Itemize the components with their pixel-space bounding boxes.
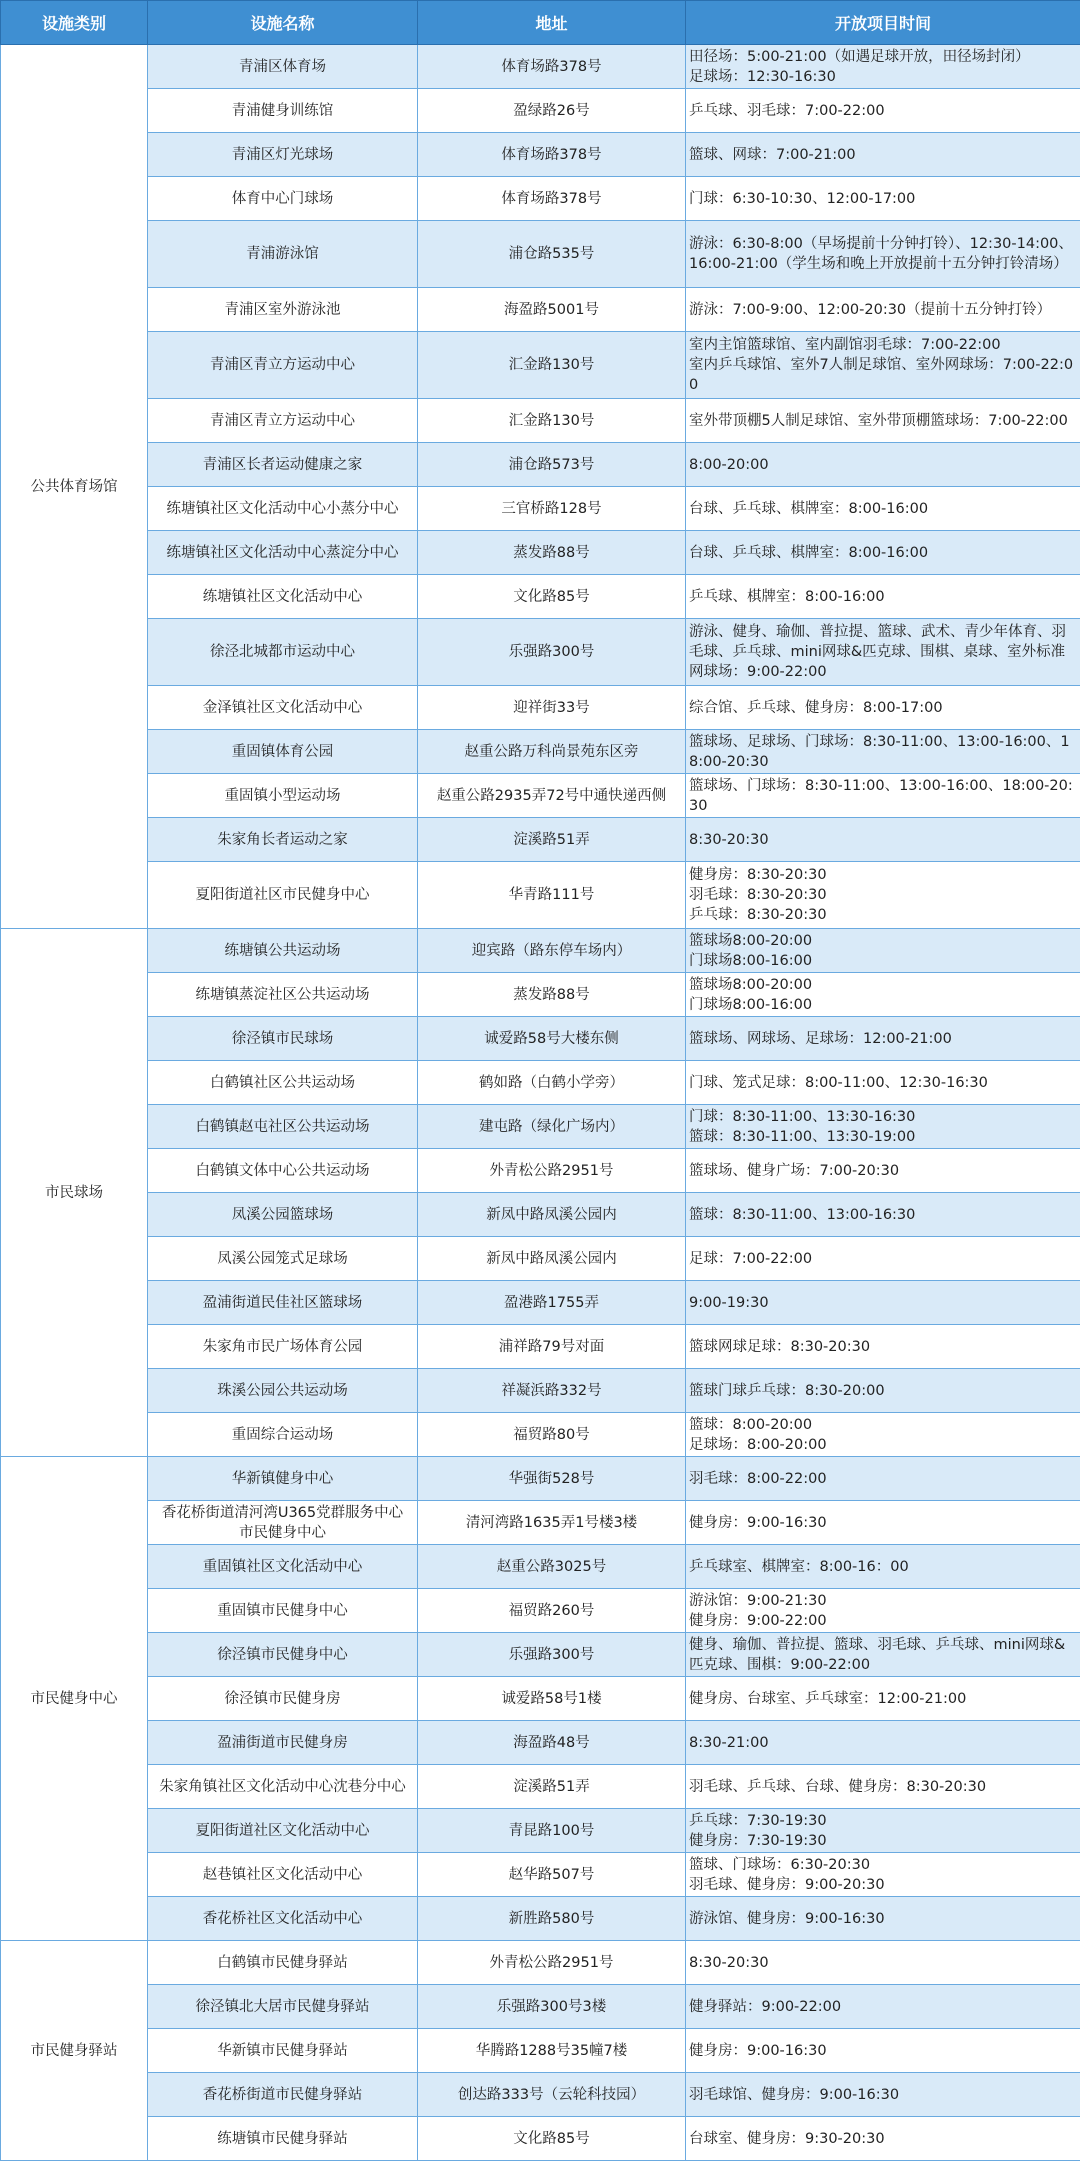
table-row	[1, 730, 1080, 774]
opening-hours-line: 足球：7:00-22:00	[689, 1250, 813, 1267]
facility-name-line: 练塘镇市民健身驿站	[217, 2130, 348, 2147]
opening-hours-line: 8:30-20:30	[689, 1954, 769, 1971]
table-row	[1, 1589, 1080, 1633]
address-cell: 浦仓路573号	[418, 443, 686, 487]
opening-hours-line: 健身、瑜伽、普拉提、篮球、羽毛球、乒乓球、mini网球&匹克球、围棋：9:00-22:00	[689, 1636, 1066, 1673]
opening-hours-line: 篮球场8:00-20:00	[689, 932, 813, 949]
opening-hours-line: 篮球门球乒乓球：8:30-20:00	[689, 1382, 885, 1399]
facility-name-cell	[148, 1149, 418, 1193]
address-cell: 赵重公路万科尚景苑东区旁	[418, 730, 686, 774]
opening-hours-line: 室内乒乓球馆、室外7人制足球馆、室外网球场：7:00-22:00	[689, 357, 1074, 393]
table-row	[1, 686, 1080, 730]
table-row	[1, 45, 1080, 89]
facility-name-line: 练塘镇公共运动场	[224, 942, 341, 959]
facility-name-line: 青浦健身训练馆	[231, 102, 334, 119]
facility-name-line: 夏阳街道社区市民健身中心	[195, 887, 370, 903]
opening-hours-cell	[686, 531, 1080, 575]
facility-name-cell	[148, 818, 418, 862]
facility-name-line: 青浦区室外游泳池	[224, 301, 341, 318]
facility-name-cell	[148, 133, 418, 177]
table-row	[1, 89, 1080, 133]
table-row	[1, 973, 1080, 1017]
address-cell: 汇金路130号	[418, 399, 686, 443]
opening-hours-cell	[686, 2029, 1080, 2073]
opening-hours-cell	[686, 1545, 1080, 1589]
facility-name-line: 重固镇市民健身中心	[217, 1602, 348, 1619]
address-cell: 迎宾路（路东停车场内）	[418, 929, 686, 973]
facility-name-cell	[148, 1545, 418, 1589]
opening-hours-cell	[686, 1325, 1080, 1369]
facility-name-cell	[148, 2117, 418, 2161]
table-row	[1, 1017, 1080, 1061]
opening-hours-line: 篮球场、足球场、门球场：8:30-11:00、13:00-16:00、18:00-20:30	[689, 733, 1070, 770]
opening-hours-line: 游泳：7:00-9:00、12:00-20:30（提前十五分钟打铃）	[689, 301, 1052, 318]
facility-name-line: 重固镇小型运动场	[224, 787, 341, 804]
facility-name-line: 香花桥社区文化活动中心	[202, 1910, 363, 1927]
address-cell: 赵重公路2935弄72号中通快递西侧	[418, 774, 686, 818]
opening-hours-line: 门球、笼式足球：8:00-11:00、12:30-16:30	[689, 1074, 988, 1091]
address-cell: 诚爱路58号大楼东侧	[418, 1017, 686, 1061]
table-row	[1, 1501, 1080, 1545]
opening-hours-cell	[686, 1765, 1080, 1809]
opening-hours-line: 乒乓球室、棋牌室：8:00-16：00	[689, 1558, 909, 1575]
opening-hours-cell	[686, 1061, 1080, 1105]
table-row	[1, 1413, 1080, 1457]
facility-name-cell	[148, 1237, 418, 1281]
opening-hours-line: 乒乓球、棋牌室：8:00-16:00	[689, 588, 885, 605]
facility-name-line: 重固镇体育公园	[231, 743, 334, 760]
facility-name-line: 青浦区体育场	[239, 58, 326, 75]
opening-hours-line: 乒乓球：7:30-19:30	[689, 1812, 827, 1829]
opening-hours-cell	[686, 177, 1080, 221]
opening-hours-cell	[686, 862, 1080, 929]
opening-hours-line: 游泳馆：9:00-21:30	[689, 1592, 827, 1609]
opening-hours-line: 台球室、健身房：9:30-20:30	[689, 2130, 885, 2147]
opening-hours-cell	[686, 1149, 1080, 1193]
address-cell: 赵华路507号	[418, 1853, 686, 1897]
opening-hours-line: 田径场：5:00-21:00（如遇足球开放，田径场封闭）	[689, 48, 1030, 65]
address-cell: 文化路85号	[418, 575, 686, 619]
opening-hours-line: 篮球场、门球场：8:30-11:00、13:00-16:00、18:00-20:30	[689, 777, 1073, 814]
table-row	[1, 133, 1080, 177]
facility-name-cell	[148, 1457, 418, 1501]
facility-name-cell	[148, 45, 418, 89]
column-header-name: 设施名称	[148, 1, 418, 45]
table-row	[1, 443, 1080, 487]
table-row	[1, 1061, 1080, 1105]
facility-name-cell	[148, 973, 418, 1017]
table-row	[1, 619, 1080, 686]
facility-name-line: 华新镇市民健身驿站	[217, 2042, 348, 2059]
opening-hours-cell	[686, 1721, 1080, 1765]
table-body	[1, 45, 1080, 2161]
address-cell: 盈绿路26号	[418, 89, 686, 133]
facility-name-cell	[148, 1897, 418, 1941]
table-row	[1, 332, 1080, 399]
opening-hours-line: 游泳、健身、瑜伽、普拉提、篮球、武术、青少年体育、羽毛球、乒乓球、mini网球&匹克球、围棋、桌球、室外标准网球场：9:00-22:00	[689, 624, 1066, 680]
table-row	[1, 2073, 1080, 2117]
opening-hours-cell	[686, 399, 1080, 443]
address-cell: 青昆路100号	[418, 1809, 686, 1853]
facility-name-line: 凤溪公园篮球场	[231, 1206, 334, 1223]
table-row	[1, 288, 1080, 332]
facility-name-cell	[148, 575, 418, 619]
opening-hours-cell	[686, 1633, 1080, 1677]
opening-hours-cell	[686, 730, 1080, 774]
opening-hours-cell	[686, 1369, 1080, 1413]
facility-name-cell	[148, 774, 418, 818]
opening-hours-cell	[686, 1237, 1080, 1281]
address-cell: 诚爱路58号1楼	[418, 1677, 686, 1721]
facility-name-line: 白鹤镇文体中心公共运动场	[195, 1162, 370, 1179]
opening-hours-line: 综合馆、乒乓球、健身房：8:00-17:00	[689, 699, 943, 716]
table-row	[1, 1325, 1080, 1369]
facility-name-cell	[148, 443, 418, 487]
opening-hours-cell	[686, 1589, 1080, 1633]
opening-hours-line: 门球场8:00-16:00	[689, 952, 813, 969]
facility-name-line: 徐泾北城都市运动中心	[210, 644, 355, 660]
facility-name-cell	[148, 487, 418, 531]
address-cell: 体育场路378号	[418, 133, 686, 177]
table-row	[1, 1633, 1080, 1677]
address-cell: 汇金路130号	[418, 332, 686, 399]
facility-name-cell	[148, 1193, 418, 1237]
facility-name-line: 盈浦街道民佳社区篮球场	[202, 1294, 363, 1311]
facility-name-cell	[148, 862, 418, 929]
facility-name-line: 市民健身中心	[239, 1524, 326, 1541]
address-cell: 海盈路48号	[418, 1721, 686, 1765]
facility-name-line: 朱家角镇社区文化活动中心沈巷分中心	[159, 1778, 406, 1795]
facility-name-line: 青浦区长者运动健康之家	[202, 456, 363, 473]
facility-name-cell	[148, 1985, 418, 2029]
facility-name-line: 白鹤镇社区公共运动场	[210, 1074, 355, 1091]
opening-hours-line: 足球场：12:30-16:30	[689, 68, 836, 85]
facility-name-cell	[148, 1061, 418, 1105]
table-header	[1, 1, 1080, 45]
address-cell: 华强街528号	[418, 1457, 686, 1501]
opening-hours-cell	[686, 45, 1080, 89]
table-row	[1, 2029, 1080, 2073]
table-row	[1, 487, 1080, 531]
facility-name-cell	[148, 730, 418, 774]
address-cell: 浦祥路79号对面	[418, 1325, 686, 1369]
address-cell: 乐强路300号3楼	[418, 1985, 686, 2029]
opening-hours-line: 室外带顶棚5人制足球馆、室外带顶棚篮球场：7:00-22:00	[689, 412, 1068, 429]
opening-hours-line: 羽毛球馆、健身房：9:00-16:30	[689, 2086, 900, 2103]
facility-name-cell	[148, 332, 418, 399]
facility-name-line: 练塘镇社区文化活动中心	[202, 588, 363, 605]
address-cell: 三官桥路128号	[418, 487, 686, 531]
address-cell: 蒸发路88号	[418, 973, 686, 1017]
opening-hours-line: 室内主馆篮球馆、室内副馆羽毛球：7:00-22:00	[689, 337, 1001, 353]
facility-name-cell	[148, 1413, 418, 1457]
facility-name-cell	[148, 1589, 418, 1633]
address-cell: 浦仓路535号	[418, 221, 686, 288]
address-cell: 新凤中路凤溪公园内	[418, 1237, 686, 1281]
address-cell: 新胜路580号	[418, 1897, 686, 1941]
facility-name-cell	[148, 531, 418, 575]
facility-name-cell	[148, 686, 418, 730]
opening-hours-line: 健身驿站：9:00-22:00	[689, 1998, 842, 2015]
facility-name-cell	[148, 1677, 418, 1721]
facility-name-line: 练塘镇社区文化活动中心蒸淀分中心	[166, 544, 399, 561]
address-cell: 外青松公路2951号	[418, 1941, 686, 1985]
table-row	[1, 1369, 1080, 1413]
facility-name-cell	[148, 2029, 418, 2073]
facility-name-line: 金泽镇社区文化活动中心	[202, 699, 363, 716]
facility-name-line: 练塘镇蒸淀社区公共运动场	[195, 986, 370, 1003]
facility-name-cell	[148, 288, 418, 332]
opening-hours-line: 篮球场、网球场、足球场：12:00-21:00	[689, 1030, 952, 1047]
facility-name-line: 白鹤镇市民健身驿站	[217, 1954, 348, 1971]
facility-name-line: 徐泾镇北大居市民健身驿站	[195, 1998, 370, 2015]
opening-hours-line: 8:30-20:30	[689, 831, 769, 848]
category-cell: 市民球场	[1, 929, 148, 1457]
opening-hours-line: 健身房：9:00-16:30	[689, 1514, 827, 1531]
address-cell: 淀溪路51弄	[418, 818, 686, 862]
opening-hours-line: 篮球：8:00-20:00	[689, 1416, 813, 1433]
opening-hours-line: 健身房：7:30-19:30	[689, 1832, 827, 1849]
facility-name-line: 朱家角长者运动之家	[217, 831, 348, 848]
facility-name-line: 赵巷镇社区文化活动中心	[202, 1866, 363, 1883]
opening-hours-line: 健身房、台球室、乒乓球室：12:00-21:00	[689, 1690, 967, 1707]
facility-name-cell	[148, 619, 418, 686]
opening-hours-line: 篮球：8:30-11:00、13:00-16:30	[689, 1206, 916, 1223]
opening-hours-line: 篮球场8:00-20:00	[689, 976, 813, 993]
facility-name-cell	[148, 1281, 418, 1325]
address-cell: 体育场路378号	[418, 177, 686, 221]
opening-hours-cell	[686, 288, 1080, 332]
opening-hours-line: 8:00-20:00	[689, 456, 769, 473]
facility-name-line: 华新镇健身中心	[231, 1470, 334, 1487]
opening-hours-cell	[686, 1677, 1080, 1721]
facility-name-line: 体育中心门球场	[231, 190, 334, 207]
facility-name-line: 徐泾镇市民健身房	[224, 1690, 341, 1707]
facility-name-cell	[148, 1941, 418, 1985]
table-row	[1, 862, 1080, 929]
facility-name-line: 香花桥街道清河湾U365党群服务中心	[161, 1504, 404, 1521]
facility-name-line: 盈浦街道市民健身房	[217, 1734, 348, 1751]
facility-name-line: 重固综合运动场	[231, 1426, 334, 1443]
opening-hours-cell	[686, 1017, 1080, 1061]
table-row	[1, 1809, 1080, 1853]
address-cell: 福贸路260号	[418, 1589, 686, 1633]
address-cell: 乐强路300号	[418, 1633, 686, 1677]
table-row	[1, 221, 1080, 288]
category-cell: 市民健身驿站	[1, 1941, 148, 2161]
address-cell: 乐强路300号	[418, 619, 686, 686]
opening-hours-cell	[686, 1457, 1080, 1501]
facility-name-line: 香花桥街道市民健身驿站	[202, 2086, 363, 2103]
facility-name-line: 青浦区灯光球场	[231, 146, 334, 163]
opening-hours-line: 健身房：9:00-16:30	[689, 2042, 827, 2059]
opening-hours-cell	[686, 929, 1080, 973]
opening-hours-line: 台球、乒乓球、棋牌室：8:00-16:00	[689, 544, 929, 561]
opening-hours-cell	[686, 1501, 1080, 1545]
facility-name-line: 夏阳街道社区文化活动中心	[195, 1822, 370, 1839]
opening-hours-cell	[686, 487, 1080, 531]
address-cell: 赵重公路3025号	[418, 1545, 686, 1589]
facility-name-cell	[148, 1105, 418, 1149]
opening-hours-cell	[686, 774, 1080, 818]
column-header-category: 设施类别	[1, 1, 148, 45]
table-row	[1, 575, 1080, 619]
facility-name-line: 青浦区青立方运动中心	[210, 412, 355, 429]
table-row	[1, 531, 1080, 575]
opening-hours-line: 羽毛球：8:30-20:30	[689, 887, 827, 903]
facility-name-cell	[148, 1501, 418, 1545]
address-cell: 迎祥街33号	[418, 686, 686, 730]
table-row	[1, 929, 1080, 973]
address-cell: 文化路85号	[418, 2117, 686, 2161]
table-row	[1, 1765, 1080, 1809]
address-cell: 福贸路80号	[418, 1413, 686, 1457]
table-row	[1, 1985, 1080, 2029]
table-row	[1, 818, 1080, 862]
address-cell: 外青松公路2951号	[418, 1149, 686, 1193]
opening-hours-cell	[686, 818, 1080, 862]
opening-hours-line: 游泳馆、健身房：9:00-16:30	[689, 1910, 885, 1927]
facility-name-cell	[148, 1809, 418, 1853]
opening-hours-cell	[686, 221, 1080, 288]
opening-hours-cell	[686, 2117, 1080, 2161]
facility-name-cell	[148, 89, 418, 133]
facility-name-line: 重固镇社区文化活动中心	[202, 1558, 363, 1575]
table-row	[1, 1193, 1080, 1237]
opening-hours-line: 游泳：6:30-8:00（早场提前十分钟打铃）、12:30-14:00、16:00-21:00（学生场和晚上开放提前十五分钟打铃清场）	[689, 236, 1073, 272]
address-cell: 淀溪路51弄	[418, 1765, 686, 1809]
table-row	[1, 177, 1080, 221]
opening-hours-line: 羽毛球：8:00-22:00	[689, 1470, 827, 1487]
table-row	[1, 1457, 1080, 1501]
table-row	[1, 1105, 1080, 1149]
table-row	[1, 2117, 1080, 2161]
category-cell: 公共体育场馆	[1, 45, 148, 929]
address-cell: 祥凝浜路332号	[418, 1369, 686, 1413]
facility-name-cell	[148, 2073, 418, 2117]
address-cell: 蒸发路88号	[418, 531, 686, 575]
table-row	[1, 1281, 1080, 1325]
opening-hours-line: 乒乓球：8:30-20:30	[689, 907, 827, 923]
facility-name-cell	[148, 1017, 418, 1061]
facility-name-cell	[148, 177, 418, 221]
opening-hours-line: 8:30-21:00	[689, 1734, 769, 1751]
opening-hours-line: 篮球：8:30-11:00、13:30-19:00	[689, 1128, 916, 1145]
opening-hours-line: 门球场8:00-16:00	[689, 996, 813, 1013]
facility-name-line: 青浦区青立方运动中心	[210, 357, 355, 373]
opening-hours-line: 门球：8:30-11:00、13:30-16:30	[689, 1108, 916, 1125]
facility-name-line: 练塘镇社区文化活动中心小蒸分中心	[166, 500, 399, 517]
opening-hours-line: 篮球、门球场：6:30-20:30	[689, 1856, 871, 1873]
opening-hours-line: 台球、乒乓球、棋牌室：8:00-16:00	[689, 500, 929, 517]
facility-name-cell	[148, 929, 418, 973]
column-header-address: 地址	[418, 1, 686, 45]
facility-name-line: 凤溪公园笼式足球场	[217, 1250, 348, 1267]
opening-hours-line: 羽毛球、乒乓球、台球、健身房：8:30-20:30	[689, 1778, 987, 1795]
opening-hours-cell	[686, 973, 1080, 1017]
opening-hours-line: 篮球网球足球：8:30-20:30	[689, 1338, 871, 1355]
opening-hours-cell	[686, 2073, 1080, 2117]
facility-name-line: 朱家角市民广场体育公园	[202, 1338, 363, 1355]
table-row	[1, 1897, 1080, 1941]
table-row	[1, 1853, 1080, 1897]
address-cell: 盈港路1755弄	[418, 1281, 686, 1325]
address-cell: 新凤中路凤溪公园内	[418, 1193, 686, 1237]
opening-hours-line: 篮球、网球：7:00-21:00	[689, 146, 856, 163]
opening-hours-line: 足球场：8:00-20:00	[689, 1436, 827, 1453]
opening-hours-cell	[686, 575, 1080, 619]
facility-name-cell	[148, 399, 418, 443]
header-row	[1, 1, 1080, 45]
address-cell: 体育场路378号	[418, 45, 686, 89]
opening-hours-cell	[686, 1809, 1080, 1853]
opening-hours-cell	[686, 1941, 1080, 1985]
facility-name-cell	[148, 1369, 418, 1413]
category-cell: 市民健身中心	[1, 1457, 148, 1941]
address-cell: 鹤如路（白鹤小学旁）	[418, 1061, 686, 1105]
opening-hours-line: 篮球场、健身广场：7:00-20:30	[689, 1162, 900, 1179]
facility-name-line: 珠溪公园公共运动场	[217, 1382, 348, 1399]
facility-name-line: 白鹤镇赵屯社区公共运动场	[195, 1118, 370, 1135]
opening-hours-cell	[686, 1985, 1080, 2029]
facility-name-cell	[148, 1633, 418, 1677]
facility-name-line: 徐泾镇市民健身中心	[217, 1646, 348, 1663]
opening-hours-line: 健身房：9:00-22:00	[689, 1612, 827, 1629]
facility-name-cell	[148, 1853, 418, 1897]
table-row	[1, 399, 1080, 443]
opening-hours-cell	[686, 1853, 1080, 1897]
opening-hours-cell	[686, 619, 1080, 686]
opening-hours-cell	[686, 1413, 1080, 1457]
opening-hours-cell	[686, 1105, 1080, 1149]
address-cell: 清河湾路1635弄1号楼3楼	[418, 1501, 686, 1545]
facility-name-line: 青浦游泳馆	[246, 246, 319, 262]
table-row	[1, 1149, 1080, 1193]
address-cell: 建屯路（绿化广场内）	[418, 1105, 686, 1149]
opening-hours-cell	[686, 1281, 1080, 1325]
opening-hours-cell	[686, 89, 1080, 133]
opening-hours-line: 羽毛球、健身房：9:00-20:30	[689, 1876, 885, 1893]
table-row	[1, 1545, 1080, 1589]
table-row	[1, 1941, 1080, 1985]
facility-name-line: 徐泾镇市民球场	[231, 1030, 334, 1047]
address-cell: 华腾路1288号35幢7楼	[418, 2029, 686, 2073]
opening-hours-cell	[686, 1897, 1080, 1941]
address-cell: 华青路111号	[418, 862, 686, 929]
opening-hours-cell	[686, 133, 1080, 177]
address-cell: 创达路333号（云轮科技园）	[418, 2073, 686, 2117]
opening-hours-line: 9:00-19:30	[689, 1294, 769, 1311]
opening-hours-cell	[686, 686, 1080, 730]
facility-name-cell	[148, 221, 418, 288]
table-row	[1, 1677, 1080, 1721]
opening-hours-line: 门球：6:30-10:30、12:00-17:00	[689, 190, 916, 207]
opening-hours-cell	[686, 1193, 1080, 1237]
facility-name-cell	[148, 1721, 418, 1765]
table-row	[1, 774, 1080, 818]
opening-hours-cell	[686, 332, 1080, 399]
facility-name-cell	[148, 1325, 418, 1369]
address-cell: 海盈路5001号	[418, 288, 686, 332]
facility-name-cell	[148, 1765, 418, 1809]
table-row	[1, 1237, 1080, 1281]
opening-hours-cell	[686, 443, 1080, 487]
column-header-hours: 开放项目时间	[686, 1, 1080, 45]
table-row	[1, 1721, 1080, 1765]
opening-hours-line: 健身房：8:30-20:30	[689, 867, 827, 883]
opening-hours-line: 乒乓球、羽毛球：7:00-22:00	[689, 102, 885, 119]
